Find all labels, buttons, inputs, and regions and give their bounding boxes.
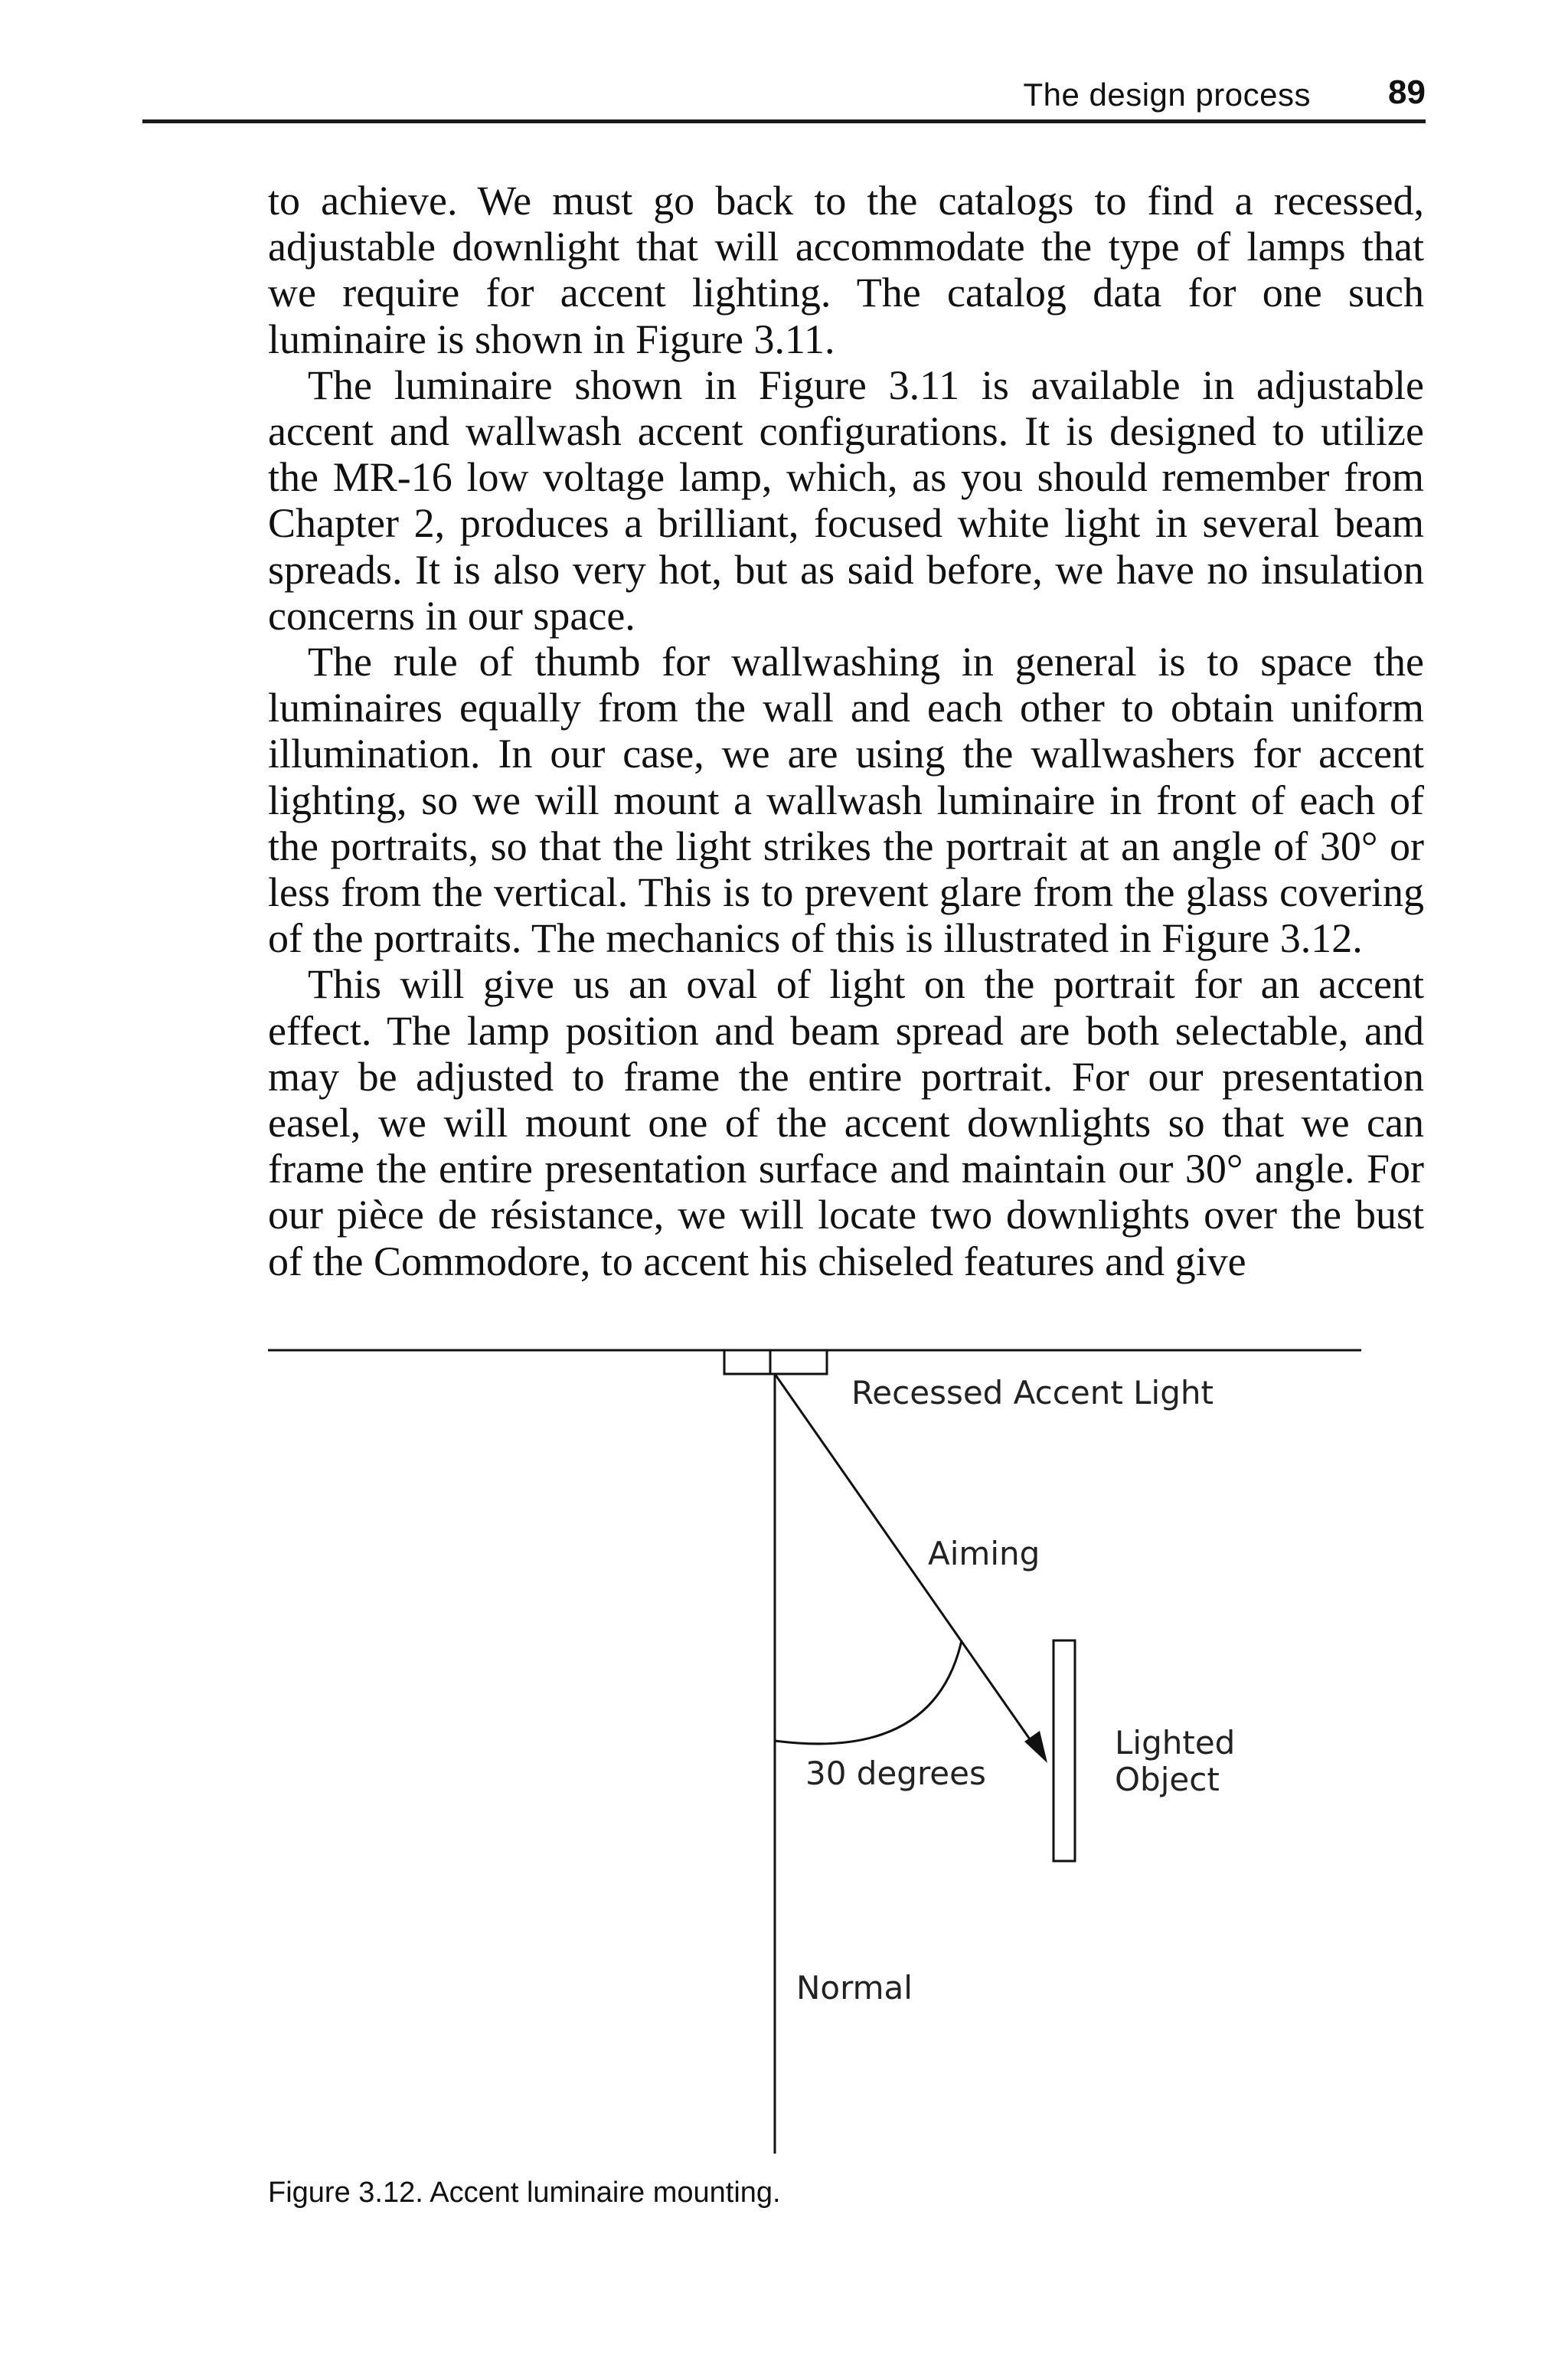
paragraph: to achieve. We must go back to the catalogs to find a recessed, adjustable downlight that will accommodate the type of lamps that we require for accent lighting. The catalog data for one such luminaire is shown in Figure 3.11. bbox=[268, 178, 1424, 362]
label-30-degrees: 30 degrees bbox=[805, 1755, 986, 1792]
label-normal: Normal bbox=[796, 1969, 913, 2007]
lighted-object bbox=[1054, 1640, 1075, 1861]
label-object: Object bbox=[1115, 1761, 1220, 1798]
recessed-fixture bbox=[724, 1350, 827, 1374]
figure-caption: Figure 3.12. Accent luminaire mounting. bbox=[268, 2177, 781, 2209]
running-head: The design process bbox=[1023, 77, 1311, 113]
label-aiming: Aiming bbox=[928, 1535, 1040, 1572]
label-lighted: Lighted bbox=[1115, 1724, 1236, 1761]
label-recessed-accent-light: Recessed Accent Light bbox=[851, 1374, 1214, 1411]
paragraph: The luminaire shown in Figure 3.11 is available in adjustable accent and wallwash accent configurations. It is designed to utilize the MR-16 low voltage lamp, which, as you should remember from Chapter 2, produces a brilliant, focused white light in several beam spreads. It is also very hot, but as said before, we have no insulation concerns in our space. bbox=[268, 361, 1424, 639]
page-number: 89 bbox=[1388, 74, 1426, 111]
paragraph: This will give us an oval of light on the portrait for an accent effect. The lamp position and beam spread are both selectable, and may be adjusted to frame the entire portrait. For our presentation easel, we will mount one of the accent downlights so that we can frame the entire presentation surface and maintain our 30° angle. For our pièce de résistance, we will locate two downlights over the bust of the Commodore, to accent his chiseled features and give bbox=[268, 961, 1424, 1284]
angle-arc bbox=[775, 1640, 962, 1744]
paragraph: The rule of thumb for wallwashing in general is to space the luminaires equally from the wall and each other to obtain uniform illumination. In our case, we are using the wallwashers for accent lighting, so we will mount a wallwash luminaire in front of each of the portraits, so that the light strikes the portrait at an angle of 30° or less from the vertical. This is to prevent glare from the glass covering of the portraits. The mechanics of this is illustrated in Figure 3.12. bbox=[268, 639, 1424, 962]
